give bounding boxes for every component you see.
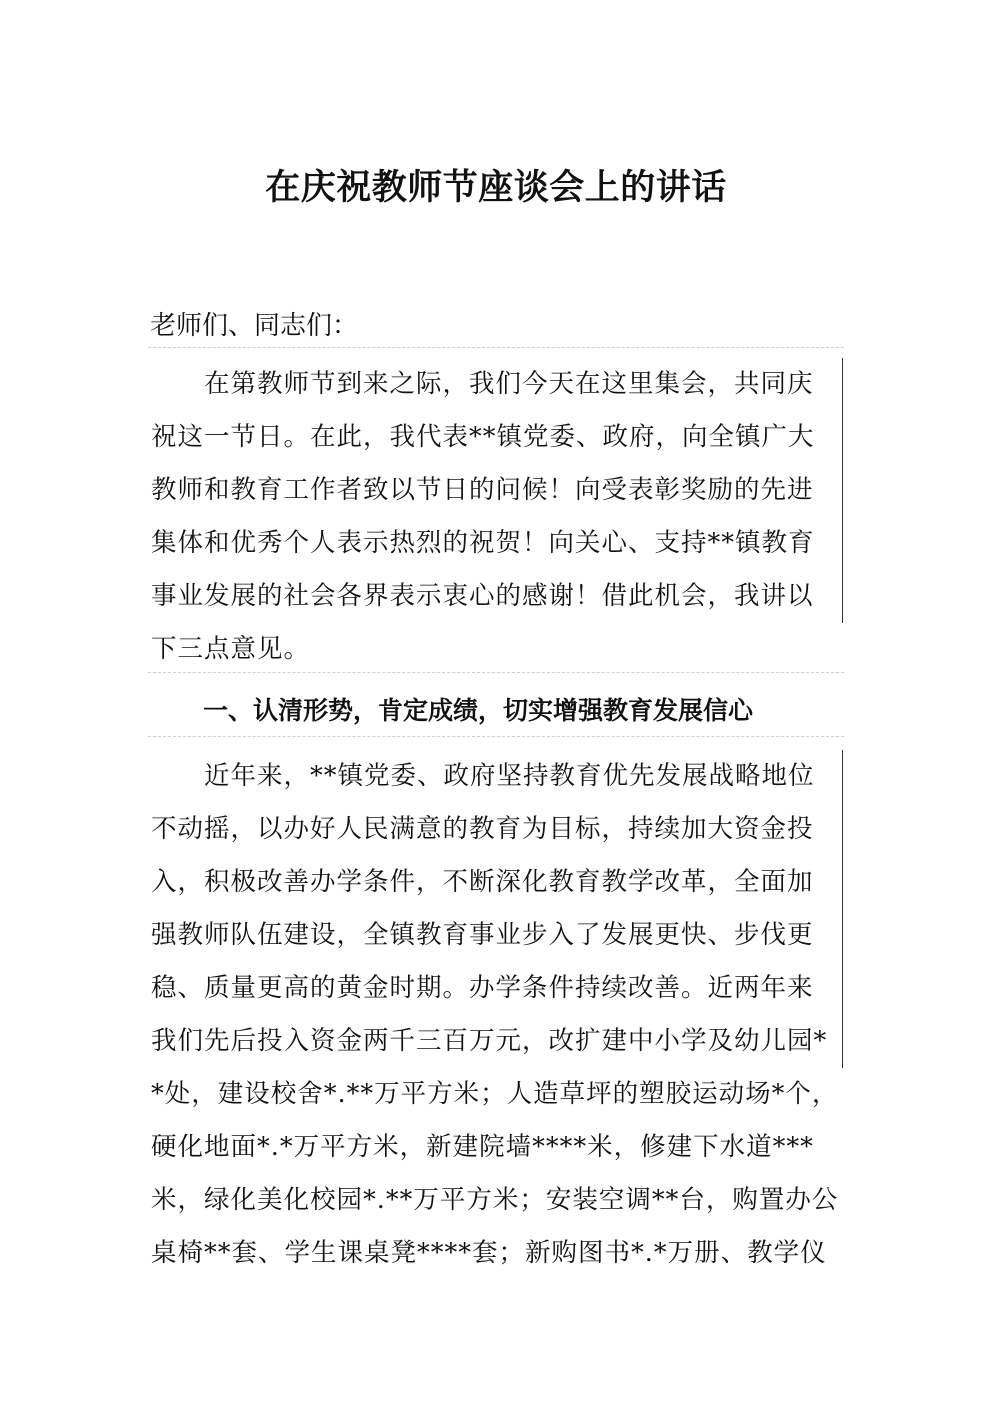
text-line: 不动摇，以办好人民满意的教育为目标，持续加大资金投 — [151, 803, 843, 856]
divider — [148, 347, 844, 348]
text-line: 祝这一节日。在此，我代表**镇党委、政府，向全镇广大 — [151, 411, 843, 464]
text-line: 稳、质量更高的黄金时期。办学条件持续改善。近两年来 — [151, 962, 843, 1015]
text-line: 桌椅**套、学生课桌凳****套；新购图书*.*万册、教学仪 — [151, 1238, 827, 1268]
text-line: 下三点意见。 — [151, 634, 311, 664]
text-line: 在第教师节到来之际，我们今天在这里集会，共同庆 — [151, 358, 843, 411]
document-title: 在庆祝教师节座谈会上的讲话 — [265, 168, 727, 208]
paragraph-achievements — [151, 750, 843, 1280]
divider — [148, 736, 844, 737]
salutation: 老师们、同志们： — [150, 311, 359, 341]
divider — [148, 672, 844, 673]
text-line: 教师和教育工作者致以节日的问候！向受表彰奖励的先进 — [151, 464, 843, 517]
section-heading: 一、认清形势，肯定成绩，切实增强教育发展信心 — [203, 696, 754, 725]
text-line: 事业发展的社会各界表示衷心的感谢！借此机会，我讲以 — [151, 570, 843, 623]
text-line: 强教师队伍建设，全镇教育事业步入了发展更快、步伐更 — [151, 909, 843, 962]
text-line: 硬化地面*.*万平方米，新建院墙****米，修建下水道*** — [151, 1132, 814, 1162]
paragraph-opening — [151, 358, 843, 676]
text-line: 入，积极改善办学条件，不断深化教育教学改革，全面加 — [151, 856, 843, 909]
text-line: 我们先后投入资金两千三百万元，改扩建中小学及幼儿园* — [151, 1015, 843, 1068]
text-line: 集体和优秀个人表示热烈的祝贺！向关心、支持**镇教育 — [151, 517, 843, 570]
text-line: *处，建设校舍*.**万平方米；人造草坪的塑胶运动场*个， — [151, 1079, 839, 1109]
text-line: 近年来，**镇党委、政府坚持教育优先发展战略地位 — [151, 750, 843, 803]
text-line: 米，绿化美化校园*.**万平方米；安装空调**台，购置办公 — [151, 1185, 839, 1215]
